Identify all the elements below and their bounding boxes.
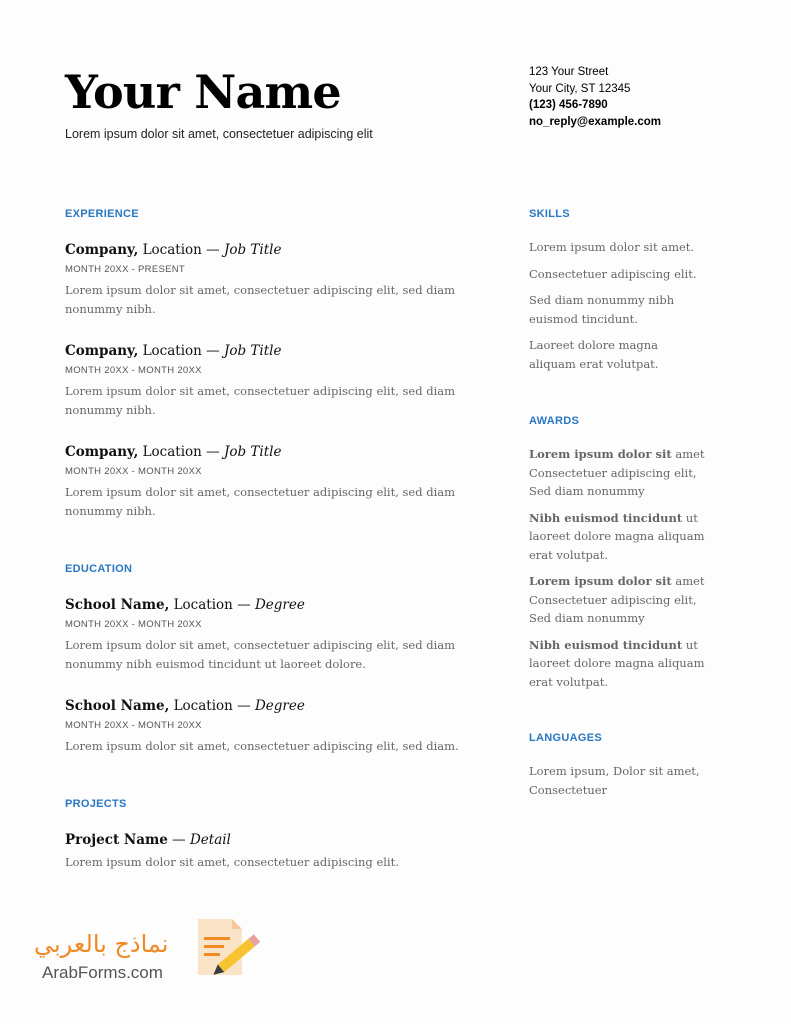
skills-list — [529, 238, 719, 373]
degree: Degree — [254, 597, 305, 613]
company-location: Location — — [138, 444, 224, 460]
award-item — [529, 509, 707, 565]
resume-tagline: Lorem ipsum dolor sit amet, consectetuer adipiscing elit — [65, 127, 373, 141]
entry-title — [65, 596, 465, 614]
entry-dates: MONTH 20XX - MONTH 20XX — [65, 466, 202, 477]
award-title: Nibh euismod tincidunt — [529, 510, 683, 525]
experience-entry — [65, 342, 465, 419]
entry-dates: MONTH 20XX - MONTH 20XX — [65, 619, 202, 630]
entry-title — [65, 697, 465, 715]
document-pencil-icon — [192, 915, 272, 980]
award-item — [529, 445, 707, 501]
awards-heading: AWARDS — [529, 415, 580, 427]
contact-phone: (123) 456-7890 — [529, 99, 608, 111]
entry-description: Lorem ipsum dolor sit amet, consectetuer adipiscing elit, sed diam nonummy nibh euismod tincidunt ut laoreet dolore. — [65, 638, 456, 671]
education-heading: EDUCATION — [65, 563, 133, 575]
award-text: amet Consectetuer adipiscing elit, Sed diam nonummy — [529, 447, 705, 498]
entry-title — [65, 831, 465, 849]
contact-street: 123 Your Street — [529, 66, 609, 78]
logo-latin-text: ArabForms.com — [42, 963, 163, 982]
skill-item: Consectetuer adipiscing elit. — [529, 266, 697, 281]
company-location: Location — — [138, 242, 224, 258]
award-text: ut laoreet dolore magna aliquam erat volutpat. — [529, 637, 705, 689]
experience-entry — [65, 241, 465, 318]
skill-item: Lorem ipsum dolor sit amet. — [529, 240, 695, 254]
award-title: Lorem ipsum dolor sit — [529, 447, 672, 461]
education-entry — [65, 596, 465, 673]
award-item — [529, 572, 707, 628]
experience-entry — [65, 443, 465, 520]
entry-description: Lorem ipsum dolor sit amet, consectetuer adipiscing elit, sed diam nonummy nibh. — [65, 384, 456, 417]
entry-title — [65, 241, 465, 259]
arabforms-logo — [30, 915, 260, 990]
entry-dates: MONTH 20XX - MONTH 20XX — [65, 720, 202, 731]
entry-description: Lorem ipsum dolor sit amet, consectetuer adipiscing elit, sed diam. — [65, 739, 459, 753]
award-title: Nibh euismod tincidunt — [529, 637, 683, 652]
award-item — [529, 636, 707, 692]
school-location: Location — — [169, 597, 255, 613]
job-title: Job Title — [223, 242, 282, 258]
entry-description: Lorem ipsum dolor sit amet, consectetuer adipiscing elit. — [65, 855, 399, 869]
award-text: ut laoreet dolore magna aliquam erat volutpat. — [529, 510, 705, 562]
company-name: Company, — [65, 343, 139, 359]
degree: Degree — [254, 698, 305, 714]
skill-item: Laoreet dolore magna aliquam erat volutpat. — [529, 338, 659, 371]
school-name: School Name, — [65, 698, 170, 714]
school-location: Location — — [169, 698, 255, 714]
awards-list — [529, 445, 707, 691]
project-separator: — — [167, 832, 190, 848]
company-location: Location — — [138, 343, 224, 359]
entry-dates: MONTH 20XX - PRESENT — [65, 264, 186, 275]
contact-city: Your City, ST 12345 — [529, 82, 631, 95]
project-name: Project Name — [65, 832, 168, 848]
resume-name: Your Name — [65, 65, 341, 119]
entry-dates: MONTH 20XX - MONTH 20XX — [65, 365, 202, 376]
projects-heading: PROJECTS — [65, 798, 127, 810]
entry-title — [65, 443, 465, 461]
skill-item: Sed diam nonummy nibh euismod tincidunt. — [529, 293, 675, 326]
company-name: Company, — [65, 242, 139, 258]
project-detail: Detail — [189, 832, 231, 848]
school-name: School Name, — [65, 597, 170, 613]
logo-arabic-text: نماذج بالعربي — [34, 930, 169, 958]
project-entry — [65, 831, 465, 872]
skills-heading: SKILLS — [529, 208, 570, 220]
company-name: Company, — [65, 444, 139, 460]
job-title: Job Title — [223, 343, 282, 359]
entry-description: Lorem ipsum dolor sit amet, consectetuer adipiscing elit, sed diam nonummy nibh. — [65, 283, 456, 316]
award-title: Lorem ipsum dolor sit — [529, 574, 672, 588]
experience-heading: EXPERIENCE — [65, 208, 139, 220]
entry-description: Lorem ipsum dolor sit amet, consectetuer adipiscing elit, sed diam nonummy nibh. — [65, 485, 456, 518]
languages-text: Lorem ipsum, Dolor sit amet, Consectetuer — [529, 764, 700, 797]
job-title: Job Title — [223, 444, 282, 460]
entry-title — [65, 342, 465, 360]
contact-block — [529, 64, 661, 130]
award-text: amet Consectetuer adipiscing elit, Sed diam nonummy — [529, 574, 705, 625]
contact-email: no_reply@example.com — [529, 115, 662, 128]
education-entry — [65, 697, 465, 756]
languages-heading: LANGUAGES — [529, 732, 602, 744]
